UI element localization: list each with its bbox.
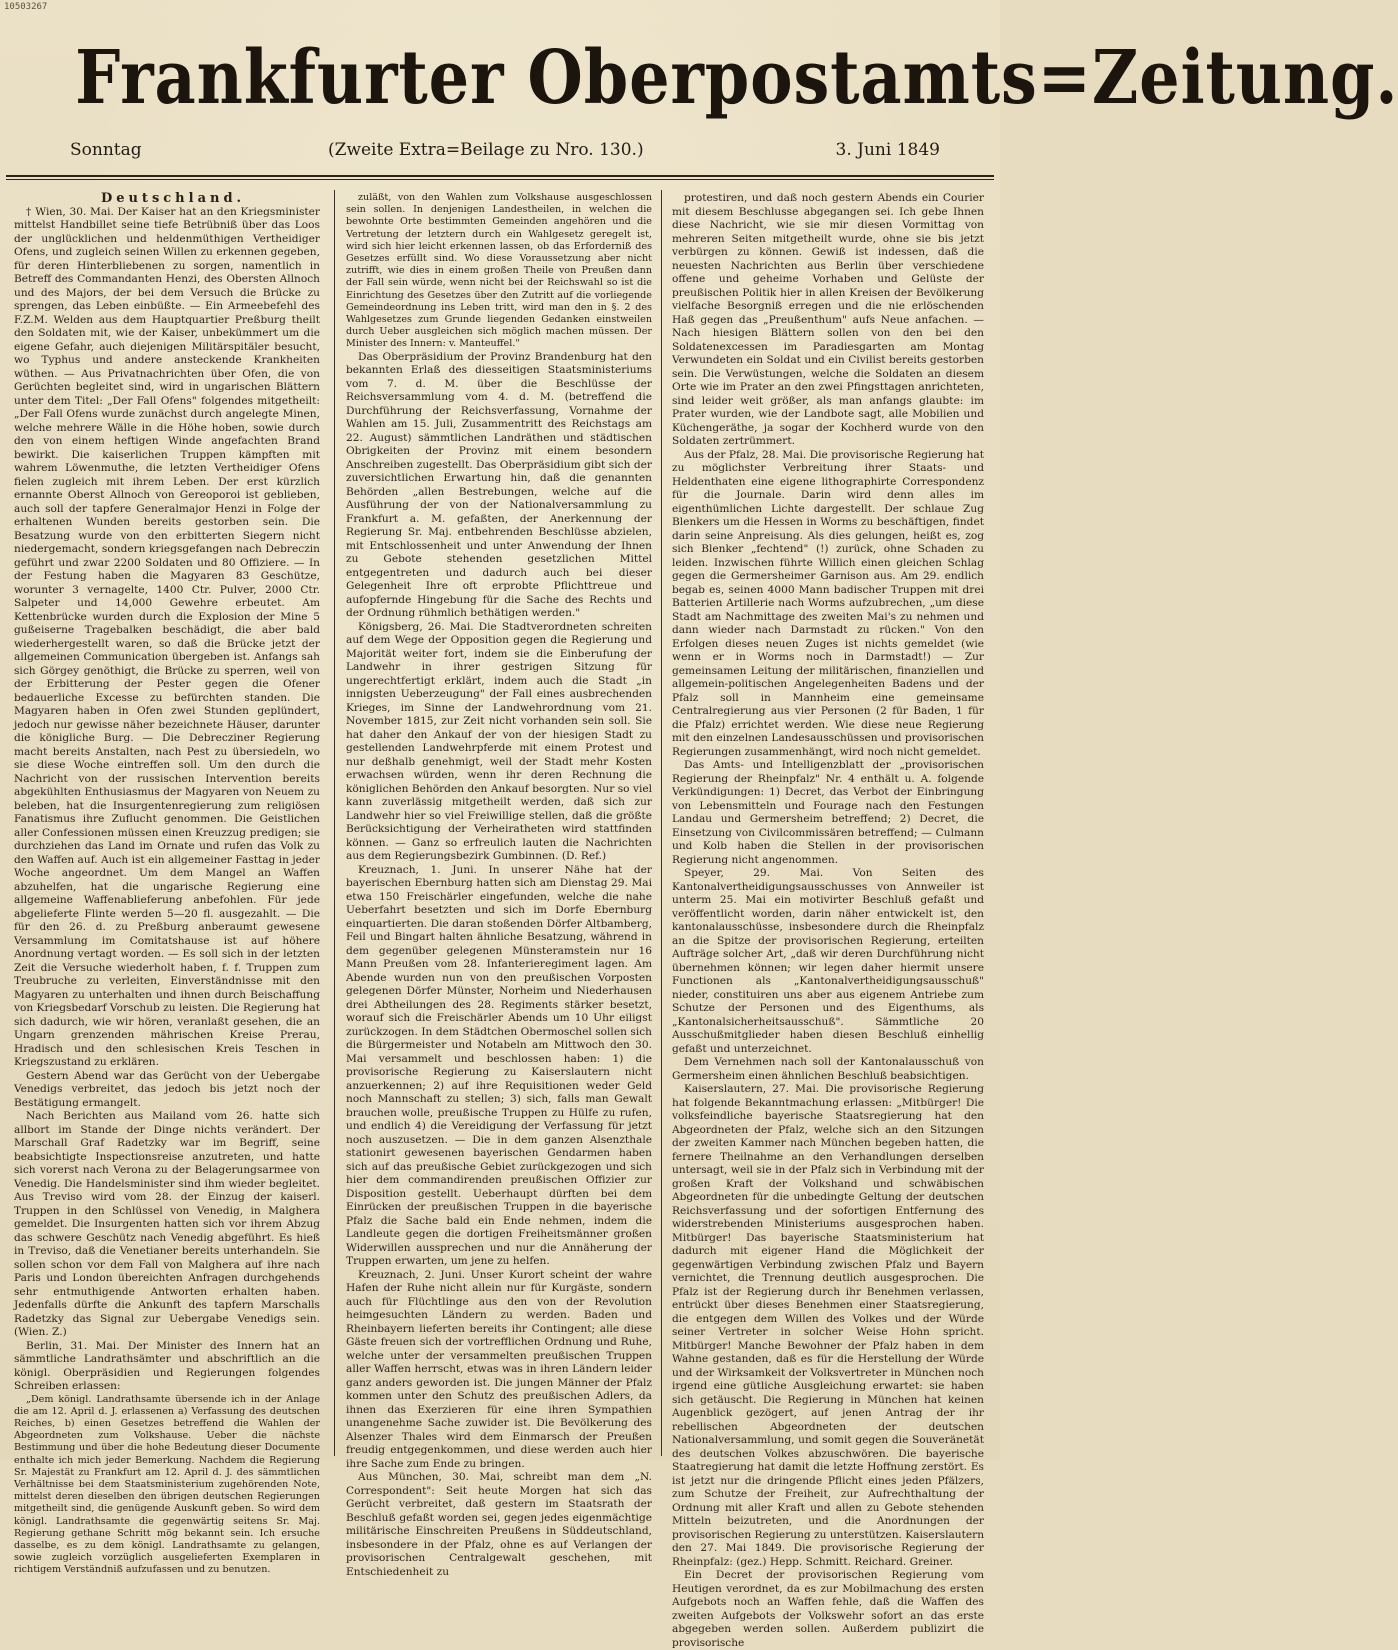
article-paragraph: protestiren, und daß noch gestern Abends ein Courier mit diesem Beschlusse abgegangen sei. Ich gebe Ihnen diese Nachricht, wie sie mir diesen Vormittag von mehreren Seiten mitgetheilt wurde, ohne sie bis jetzt verbürgen zu können. Gewiß ist indessen, daß die neuesten Nachrichten aus Berlin über verschiedene offene und geheime Vorhaben und Gelüste der preußischen Politik hier in allen Kreisen der Bevölkerung vielfache Besorgniß erregen und die nie erlöschenden Haß gegen das „Preußenthum" aufs Neue anfachen. — Nach hiesigen Blättern sollen von den bei den Soldatenexcessen im Paradiesgarten am Montag Verwundeten ein Soldat und ein Civilist bereits gestorben sein. Die Verwüstungen, welche die Soldaten an diesem Orte wie im Prater an den zwei Pfingsttagen anrichteten, sind leider weit größer, als man anfangs glaubte: im Prater wurden, wie der Landbote sagt, alle Mobilien und Küchengeräthe, ja sogar der Kochherd wurde von den Soldaten zertrümmert.: [672, 192, 984, 447]
archive-id: 10503267: [4, 2, 48, 12]
article-paragraph: Kreuznach, 2. Juni. Unser Kurort scheint der wahre Hafen der Ruhe nicht allein nur für Kurgäste, sondern auch für Flüchtlinge aus den von der Revolution heimgesuchten Ländern zu werden. Baden und Rheinbayern lieferten bereits ihr Contingent; alle diese Gäste freuen sich der vortrefflichen Ordnung und Ruhe, welche unter der versammelten preußischen Truppen aller Waffen herrscht, etwas was in ihren Ländern leider ganz anders geworden ist. Die jungen Männer der Pfalz kommen unter den Schutz des preußischen Adlers, da ihnen das Exerzieren für eine ihren Sympathien unangenehme Sache zuwider ist. Die Bevölkerung des Alsenzer Thales wird dem Einmarsch der Preußen freudig entgegenkommen, und diese werden auch hier ihre Sache zum Ende zu bringen.: [346, 1268, 652, 1470]
column-divider: [334, 190, 335, 1456]
issue-number: (Zweite Extra=Beilage zu Nro. 130.): [328, 140, 644, 160]
masthead-title: Frankfurter Oberpostamts=Zeitung.: [75, 35, 1398, 121]
article-paragraph: Kreuznach, 1. Juni. In unserer Nähe hat der bayerischen Ebernburg hatten sich am Dienstag 29. Mai etwa 150 Freischärler eingefunden, welche die nahe Ueberfahrt besetzten und sich im Dorfe Ebernburg einquartierten. Die daran stoßenden Dörfer Altbamberg, Feil und Bingart halten ähnliche Besatzung, während in dem gegenüber gelegenen Münsteramstein nur 16 Mann Preußen vom 28. Infanterieregiment lagen. Am Abende wurden nun von den preußischen Vorposten gelegenen Dörfer Münster, Norheim und Niederhausen drei Abtheilungen des 28. Regiments stärker besetzt, worauf sich die Freischärler Abends um 10 Uhr eiligst zurückzogen. In dem Städtchen Obermoschel sollen sich die Bürgermeister und Notabeln am Mittwoch den 30. Mai versammelt und beschlossen haben: 1) die provisorische Regierung zu Kaiserslautern nicht anzuerkennen; 2) auf ihre Requisitionen weder Geld noch Mannschaft zu stellen; 3) sich, falls man Gewalt brauchen wolle, preußische Truppen zu Hülfe zu rufen, und endlich 4) die Vereidigung der Verfassung für jetzt noch auszusetzen. — Die in dem ganzen Alsenzthale stationirt gewesenen bayerischen Gendarmen haben sich auf das preußische Gebiet zurückgezogen und sich hier dem commandirenden preußischen Offizier zur Disposition gestellt. Ueberhaupt dürften bei dem Einrücken der preußischen Truppen in die bayerische Pfalz die Sache bald ein Ende nehmen, indem die Landleute gegen die dortigen Freiheitsmänner großen Widerwillen aussprechen und nur die Annäherung der Truppen erwarten, um jene zu helfen.: [346, 863, 652, 1268]
article-paragraph: Das Amts- und Intelligenzblatt der „provisorischen Regierung der Rheinpfalz" Nr. 4 enthält u. A. folgende Verkündigungen: 1) Decret, das Verbot der Einbringung von Lebensmitteln und Fourage nach den Festungen Landau und Germersheim betreffend; 2) Decret, die Einsetzung von Civilcommissären betreffend; — Culmann und Kolb haben die Stellen in der provisorischen Regierung nicht angenommen.: [672, 759, 984, 866]
column-divider: [661, 190, 662, 1456]
article-paragraph: Aus der Pfalz, 28. Mai. Die provisorische Regierung hat zu möglichster Verbreitung ihrer Staats- und Heldenthaten eine eigene lithographirte Correspondenz für die Journale. Darin wird denn alles im eigenthümlichen Lichte dargestellt. Der schlaue Zug Blenkers um die Hessen in Worms zu beschäftigen, findet darin seine Anpreisung. Als dies gelungen, heißt es, zog sich Blenker „fechtend" (!) zurück, ohne Schaden zu leiden. Inzwischen führte Willich einen gleichen Schlag gegen die Germersheimer Garnison aus. Am 29. endlich begab es, seinen 4000 Mann badischer Truppen mit drei Batterien Artillerie nach Worms aufzubrechen, „um diese Stadt am Nachmittage des zweiten Mai's zu nehmen und dann wieder nach Darmstadt zu rücken." Von den Erfolgen dieses neuen Zuges ist nichts gemeldet (wie wenn er in Worms noch in Darmstadt!) — Zur gemeinsamen Leitung der militärischen, finanziellen und allgemein-politischen Angelegenheiten Badens und der Pfalz soll in Mannheim eine gemeinsame Centralregierung aus vier Personen (2 für Baden, 1 für die Pfalz) errichtet werden. Wie diese neue Regierung mit den einzelnen Landesausschüssen und provisorischen Regierungen zusammenhängt, wird noch nicht gemeldet.: [672, 448, 984, 758]
header-rule-thick: [6, 175, 994, 177]
article-paragraph: Gestern Abend war das Gerücht von der Uebergabe Venedigs verbreitet, das jedoch bis jetzt noch der Bestätigung ermangelt.: [14, 1069, 320, 1109]
column-1: [14, 191, 320, 1576]
article-paragraph: Dem Vernehmen nach soll der Kantonalausschuß von Germersheim einen ähnlichen Beschluß beabsichtigen.: [672, 1056, 984, 1082]
quoted-decree: „Dem königl. Landrathsamte übersende ich in der Anlage die am 12. April d. J. erlassenen a) Verfassung des deutschen Reiches, b) einen Gesetzes betreffend die Wahlen der Abgeordneten zum Volkshause. Ueber die nächste Bestimmung und über die hohe Bedeutung dieser Documente enthalte ich mich jeder Bemerkung. Nachdem die Regierung Sr. Majestät zu Frankfurt am 12. April d. J. des sämmtlichen Verhältnisse bei dem Staatsministerium zugehörenden Note, mittelst deren dieselben den übrigen deutschen Regierungen mitgetheilt sind, die genügende Auskunft geben. So wird dem königl. Landrathsamte die gegenwärtig seitens Sr. Maj. Regierung gethane Schritt mög bekannt sein. Ich ersuche dasselbe, es zu dem königl. Landrathsamte zu gelangen, sowie zugleich vorzüglich ausgelieferten Exemplaren in richtigem Verständniß aufzufassen und zu benutzen.: [14, 1393, 320, 1576]
article-paragraph: Nach Berichten aus Mailand vom 26. hatte sich allbort im Stande der Dinge nichts verändert. Der Marschall Graf Radetzky war im Begriff, seine beabsichtigte Inspectionsreise anzutreten, und hatte sich vorerst nach Verona zu der Belagerungsarmee von Venedig. Die Handelsminister sind ihm wieder begleitet. Aus Treviso wird vom 28. der Einzug der kaiserl. Truppen in den Schlüssel von Venedig, in Malghera gemeldet. Die Insurgenten hatten sich vor ihrem Abzug das schwere Geschütz nach Venedig abgeführt. Es hieß in Treviso, daß die Venetianer bereits unterhandeln. Sie sollen schon vor dem Fall von Malghera auf ihre nach Paris und London übereichten Anfragen durchgehends sehr entmuthigende Antworten erhalten haben. Jedenfalls dürfte die Ankunft des tapfern Marschalls Radetzky das Signal zur Uebergabe Venedigs sein. (Wien. Z.): [14, 1110, 320, 1338]
issue-day: Sonntag: [70, 140, 142, 160]
issue-date: 3. Juni 1849: [835, 140, 940, 160]
article-paragraph: Aus München, 30. Mai, schreibt man dem „N. Correspondent": Seit heute Morgen hat sich das Gerücht verbreitet, daß gestern im Staatsrath der Beschluß gefaßt worden sei, gegen jedes eigenmächtige militärische Einschreiten Preußens in Süddeutschland, insbesondere in der Pfalz, ohne es auf Verlangen der provisorischen Centralgewalt geschehen, mit Entschiedenheit zu: [346, 1471, 652, 1578]
article-paragraph: Berlin, 31. Mai. Der Minister des Innern hat an sämmtliche Landrathsämter und abschriftlich an die königl. Oberpräsidien und Regierungen folgendes Schreiben erlassen:: [14, 1339, 320, 1392]
article-paragraph: Kaiserslautern, 27. Mai. Die provisorische Regierung hat folgende Bekanntmachung erlassen: „Mitbürger! Die volksfeindliche bayerische Staatsregierung hat den Abgeordneten der Pfalz, welche sich an den Sitzungen der zweiten Kammer nach München begeben hatten, die fernere Theilnahme an den Verhandlungen derselben untersagt, weil sie in der Pfalz sich in Verbindung mit der großen Kraft der Volkshand und schwäbischen Abgeordneten für die unbedingte Geltung der deutschen Reichsverfassung und der sofortigen Entfernung des widerstrebenden Ministeriums ausgesprochen haben. Mitbürger! Das bayerische Staatsministerium hat dadurch mit eigener Hand die Möglichkeit der gegenwärtigen Verbindung zwischen Pfalz und Bayern vernichtet, die Trennung deutlich ausgesprochen. Die Pfalz ist der Regierung durch ihr Benehmen verlassen, entrückt über dieses Benehmen einer Staatsregierung, die entgegen dem Willen des Volkes und der Würde seiner Vertreter in solcher Weise Hohn spricht. Mitbürger! Manche Bewohner der Pfalz haben in dem Wahne gestanden, daß es für die Herstellung der Würde und der Wirksamkeit der Volksvertreter in München noch irgend eine gütliche Ausgleichung erwartet: sie haben sich getäuscht. Die Regierung in München hat keinen Augenblick gezögert, auf jenen Antrag der ihr rebellischen Abgeordneten der deutschen Nationalversammlung, und somit gegen die Souveränetät des deutschen Volkes abzuschwören. Die bayerische Staatregierung hat damit die letzte Hoffnung zerstört. Es ist jetzt nur die dringende Pflicht eines jeden Pfälzers, zum Schutze der Freiheit, zur Aufrechthaltung der Ordnung mit aller Kraft und allen zu Gebote stehenden Mitteln beizutreten, und die Anordnungen der provisorischen Regierung zu unterstützen. Kaiserslautern den 27. Mai 1849. Die provisorische Regierung der Rheinpfalz: (gez.) Hepp. Schmitt. Reichard. Greiner.: [672, 1083, 985, 1568]
header-rule-thin: [6, 179, 994, 180]
column-2: [346, 192, 652, 1578]
article-paragraph: zuläßt, von den Wahlen zum Volkshause ausgeschlossen sein sollen. In denjenigen Landestheilen, in welchen die bewohnte Orte bestimmten Gemeinden angehören und die Vertretung der letztern durch ein Wahlgesetz geregelt ist, wird sich hier leicht erkennen lassen, ob das Erforderniß des Gesetzes erfüllt sind. Wo diese Voraussetzung aber nicht zutrifft, wie dies in einem großen Theile von Preußen dann der Fall sein würde, wenn nicht bei der Reichswahl so ist die Einrichtung des Gesetzes über den Zutritt auf die vorliegende Gemeindeordnung ins Leben tritt, wird man den in §. 2 des Wahlgesetzes zum Grunde liegenden Gedanken einstweilen durch Ueber ausgleichen sich möglich machen müssen. Der Minister des Innern: v. Manteuffel.": [346, 192, 652, 350]
article-paragraph: Ein Decret der provisorischen Regierung vom Heutigen verordnet, da es zur Mobilmachung des ersten Aufgebots noch an Waffen fehle, daß die Waffen des zweiten Aufgebots der Volkswehr sofort an das erste abgegeben werden sollen. Außerdem publizirt die provisorische: [672, 1569, 984, 1649]
column-3: [672, 192, 985, 1649]
article-paragraph: Speyer, 29. Mai. Von Seiten des Kantonalvertheidigungsausschusses von Annweiler ist unterm 25. Mai ein motivirter Beschluß gefaßt und veröffentlicht worden, darin näher entwickelt ist, den kantonalausschüsse, insbesondere durch die Rheinpfalz an die Spitze der provisorischen Regierung, erteilten Aufträge solcher Art, „daß wir deren Durchführung nicht übernehmen können; wir legen daher hiermit unsere Functionen als „Kantonalvertheidigungsausschuß" nieder, constituiren uns aber aus eigenem Antriebe zum Schutze der Personen und des Eigenthums, als „Kantonalsicherheitsausschuß". Sämmtliche 20 Ausschußmitglieder haben diesen Beschluß einhellig gefaßt und unterzeichnet.: [672, 867, 984, 1055]
issue-line: [60, 140, 940, 168]
article-paragraph: † Wien, 30. Mai. Der Kaiser hat an den Kriegsminister mittelst Handbillet seine tiefe Betrübniß über das Loos der unglücklichen und heldenmüthigen Vertheidiger Ofens, und zugleich seinen Willen zu erkennen gegeben, für deren Hinterbliebenen zu sorgen, namentlich in Betreff des Commandanten Henzi, des Obersten Allnoch und des Majors, der bei dem Versuch die Brücke zu sprengen, das Leben einbüßte. — Ein Armeebefehl des F.Z.M. Welden aus dem Hauptquartier Preßburg theilt den Soldaten mit, wie der Kaiser, unbekümmert um die eigene Gefahr, auch diejenigen Militärspitäler besucht, wo Typhus und andere ansteckende Krankheiten wüthen. — Aus Privatnachrichten über Ofen, die von Gerüchten begleitet sind, wird in ungarischen Blättern unter dem Titel: „Der Fall Ofens" folgendes mitgetheilt: „Der Fall Ofens wurde zunächst durch angelegte Minen, welche mehrere Wälle in die Höhe hoben, sowie durch den von einem heftigen Winde angefachten Brand bewirkt. Die kaiserlichen Truppen kämpften mit wahrem Löwenmuthe, die letzten Vertheidiger Ofens fielen zugleich mit ihrem Leben. Der erst kürzlich ernannte Oberst Allnoch von Gereoporoi ist geblieben, auch soll der tapfere Generalmajor Henzi in Folge der erhaltenen Wunden bereits gestorben sein. Die Besatzung wurde von den erbitterten Siegern nicht niedergemacht, sondern kriegsgefangen nach Debreczin geführt und zwar 2200 Soldaten und 80 Offiziere. — In der Festung haben die Magyaren 83 Geschütze, worunter 3 vernagelte, 1400 Ctr. Pulver, 2000 Ctr. Salpeter und 14,000 Gewehre erbeutet. Am Kettenbrücke wurden durch die Explosion der Mine 5 gußeiserne Tragebalken beschädigt, die aber bald wiederhergestellt waren, so daß die Brücke jetzt der allgemeinen Communication übergeben ist. Anfangs sah sich Görgey genöthigt, die Brücke zu sperren, weil von der Erbitterung der Pester gegen die Ofener bedauerliche Excesse zu befürchten standen. Die Magyaren haben in Ofen zwei Stunden geplündert, jedoch nur gewisse näher bezeichnete Häuser, darunter die königliche Burg. — Die Debrecziner Regierung macht bereits Anstalten, nach Pest zu übersiedeln, wo sie diese Woche eintreffen soll. Um den durch die Nachricht von der russischen Intervention bereits abgekühlten Enthusiasmus der Magyaren von Neuem zu beleben, hat die Insurgentenregierung zum religiösen Fanatismus ihre Zuflucht genommen. Die Geistlichen aller Confessionen müssen einen Kreuzzug predigen; sie durchziehen das Land im Ornate und rufen das Volk zu den Waffen auf. Auch ist ein allgemeiner Fasttag in jeder Woche angeordnet. Um dem Mangel an Waffen abzuhelfen, hat die ungarische Regierung eine allgemeine Waffenablieferung anbefohlen. Für jede abgelieferte Flinte werden 5—20 fl. ausgezahlt. — Die für den 26. d. zu Preßburg anberaumt gewesene Versammlung im Comitatshause ist auf höhere Anordnung vertagt worden. — Es soll sich in der letzten Zeit die Versuche wiederholt haben, f. f. Truppen zum Treubruche zu verleiten, Einverständnisse mit den Magyaren zu unterhalten und ihnen durch Beischaffung von Kriegsbedarf Vorschub zu leisten. Die Regierung hat sich dadurch, wie wir hören, veranlaßt gesehen, die an Ungarn grenzenden mährischen Kreise Prerau, Hradisch und den schlesischen Kreis Teschen in Kriegszustand zu erklären.: [14, 205, 320, 1068]
section-title: Deutschland.: [100, 191, 246, 206]
article-paragraph: Königsberg, 26. Mai. Die Stadtverordneten schreiten auf dem Wege der Opposition gegen die Regierung und Majorität weiter fort, indem sie die Einberufung der Landwehr in ihrer gestrigen Sitzung für ungerechtfertigt erklärt, indem auch die Stadt „in innigsten Ueberzeugung" der Fall eines ausbrechenden Krieges, im Sinne der Landwehrordnung vom 21. November 1815, zur Zeit nicht vorhanden sein soll. Sie hat daher den Ankauf der von der hiesigen Stadt zu gestellenden Landwehrpferde mit einem Protest und nur deßhalb genehmigt, weil der Stadt mehr Kosten erwachsen würden, wenn ihr deren Rechnung die königlichen Behörden den Ankauf besorgten. Nur so viel kann zuverlässig mitgetheilt werden, daß sich zur Landwehr hier so viel Freiwillige stellen, daß die größte Berücksichtigung der Verheiratheten wird stattfinden können. — Ganz so erfreulich lauten die Nachrichten aus dem Regierungsbezirk Gumbinnen. (D. Ref.): [346, 620, 652, 863]
article-paragraph: Das Oberpräsidium der Provinz Brandenburg hat den bekannten Erlaß des diesseitigen Staatsministeriums vom 7. d. M. über die Beschlüsse der Reichsversammlung vom 4. d. M. (betreffend die Durchführung der Reichsverfassung, Vornahme der Wahlen am 15. Juli, Zusammentritt des Reichstags am 22. August) sämmtlichen Landräthen und städtischen Obrigkeiten der Provinz mit einem besondern Anschreiben zugestellt. Das Oberpräsidium gibt sich der zuversichtlichen Erwartung hin, daß die genannten Behörden „allen Bestrebungen, welche auf die Ausführung der von der Nationalversammlung zu Frankfurt a. M. gefaßten, der Anerkennung der Regierung Sr. Maj. entbehrenden Beschlüsse abzielen, mit Entschlossenheit und unter Anwendung der Ihnen zu Gebote stehenden gesetzlichen Mittel entgegentreten und dadurch auch bei dieser Gelegenheit Ihre oft erprobte Pflichttreue und aufopfernde Hingebung für die Sache des Rechts und der Ordnung rühmlich bethätigen werden.": [346, 350, 652, 620]
